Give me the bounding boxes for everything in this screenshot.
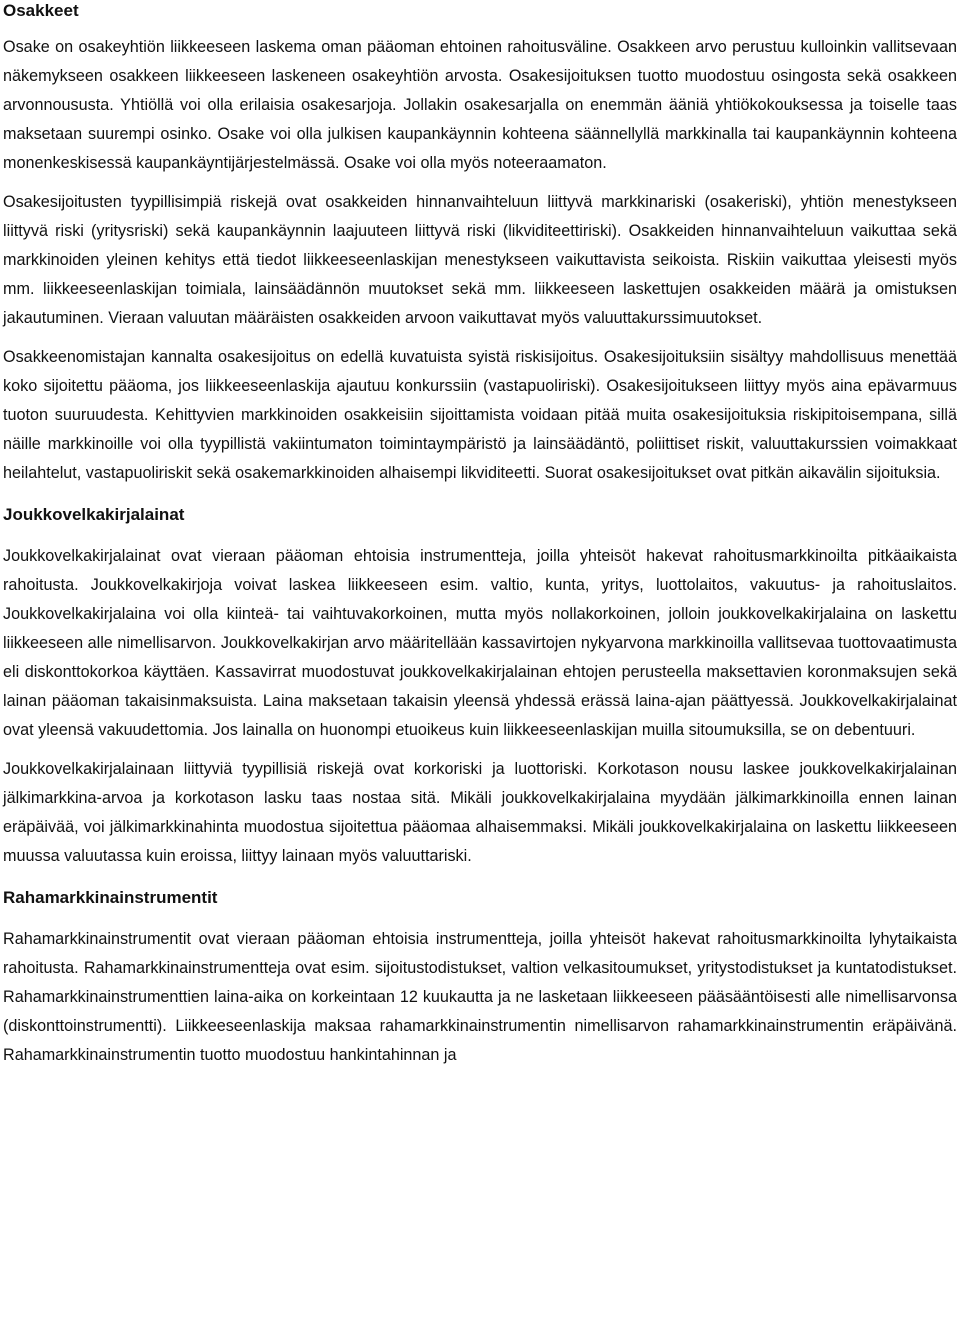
document-page (3, 0, 957, 1070)
heading-osakkeet: Osakkeet (3, 1, 79, 20)
paragraph-joukkovelkakirjalainat-1: Joukkovelkakirjalainat ovat vieraan pääoman ehtoisia instrumentteja, joilla yhteisöt hakevat rahoitusmarkkinoilta pitkäaikaista rahoitusta. Joukkovelkakirjoja voivat laskea liikkeeseen esim. valtio, kunta, yritys, luottolaitos, vakuutus- ja rahoituslaitos. Joukkovelkakirjalaina voi olla kiinteä- tai vaihtuvakorkoinen, mutta myös nollakorkoinen, jolloin joukkovelkakirjalaina on laskettu liikkeeseen alle nimellisarvon. Joukkovelkakirjan arvo määritellään kassavirtojen nykyarvona markkinoilla vallitsevaa tuottovaatimusta eli diskonttokorkoa käyttäen. Kassavirrat muodostuvat joukkovelkakirjalainan ehtojen perusteella maksettavien koronmaksujen sekä lainan pääoman takaisinmaksuista. Laina maksetaan takaisin yleensä yhdessä erässä laina-ajan päättyessä. Joukkovelkakirjalainat ovat yleensä vakuudettomia. Jos lainalla on huonompi etuoikeus kuin liikkeeseenlaskijan muilla sitoumuksilla, se on debentuuri. (3, 547, 957, 739)
paragraph-osakkeet-3: Osakkeenomistajan kannalta osakesijoitus on edellä kuvatuista syistä riskisijoitus. Osakesijoituksiin sisältyy mahdollisuus menettää koko sijoitettu pääoma, jos liikkeeseenlaskija ajautuu konkurssiin (vastapuoliriski). Osakesijoitukseen liittyy myös aina epävarmuus tuoton suuruudesta. Kehittyvien markkinoiden osakkeisiin sijoittamista voidaan pitää muita osakesijoituksia riskipitoisempana, sillä näille markkinoille voi olla tyypillistä vakiintumaton toimintaympäristö ja lainsäädäntö, poliittiset riskit, valuuttakurssien voimakkaat heilahtelut, vastapuoliriskit sekä osakemarkkinoiden alhaisempi likviditeetti. Suorat osakesijoitukset ovat pitkän aikavälin sijoituksia. (3, 348, 957, 482)
heading-rahamarkkinainstrumentit: Rahamarkkinainstrumentit (3, 888, 218, 907)
paragraph-osakkeet-1: Osake on osakeyhtiön liikkeeseen laskema oman pääoman ehtoinen rahoitusväline. Osakkeen arvo perustuu kulloinkin vallitsevaan näkemykseen osakkeen liikkeeseen laskeneen osakeyhtiön arvosta. Osakesijoituksen tuotto muodostuu osingosta sekä osakkeen arvonnoususta. Yhtiöllä voi olla erilaisia osakesarjoja. Jollakin osakesarjalla on enemmän ääniä yhtiökokouksessa ja toiselle taas maksetaan suurempi osinko. Osake voi olla julkisen kaupankäynnin kohteena säännellyllä markkinalla tai kaupankäynnin kohteena monenkeskisessä kaupankäyntijärjestelmässä. Osake voi olla myös noteeraamaton. (3, 38, 957, 172)
paragraph-rahamarkkinainstrumentit-1: Rahamarkkinainstrumentit ovat vieraan pääoman ehtoisia instrumentteja, joilla yhteisöt hakevat rahoitusmarkkinoilta lyhytaikaista rahoitusta. Rahamarkkinainstrumentteja ovat esim. sijoitustodistukset, valtion velkasitoumukset, yritystodistukset ja kuntatodistukset. Rahamarkkinainstrumenttien laina-aika on korkeintaan 12 kuukautta ja ne lasketaan liikkeeseen pääsääntöisesti alle nimellisarvonsa (diskonttoinstrumentti). Liikkeeseenlaskija maksaa rahamarkkinainstrumentin nimellisarvon rahamarkkinainstrumentin eräpäivänä. Rahamarkkinainstrumentin tuotto muodostuu hankintahinnan ja (3, 930, 957, 1064)
paragraph-osakkeet-2: Osakesijoitusten tyypillisimpiä riskejä ovat osakkeiden hinnanvaihteluun liittyvä markkinariski (osakeriski), yhtiön menestykseen liittyvä riski (yritysriski) sekä kaupankäynnin laajuuteen liittyvä riski (likviditeettiriski). Osakkeiden hinnanvaihteluun vaikuttaa sekä markkinoiden yleinen kehitys että tiedot liikkeeseenlaskijan menestykseen vaikuttavista seikoista. Riskiin vaikuttaa yleisesti myös mm. liikkeeseenlaskijan toimiala, lainsäädännön muutokset sekä mm. liikkeeseen laskettujen osakkeiden määrä ja omistuksen jakautuminen. Vieraan valuutan määräisten osakkeiden arvoon vaikuttavat myös valuuttakurssimuutokset. (3, 193, 957, 327)
paragraph-joukkovelkakirjalainat-2: Joukkovelkakirjalainaan liittyviä tyypillisiä riskejä ovat korkoriski ja luottoriski. Korkotason nousu laskee joukkovelkakirjalainan jälkimarkkina-arvoa ja korkotason lasku taas nostaa sitä. Mikäli joukkovelkakirjalaina myydään jälkimarkkinoilla ennen lainan eräpäivää, voi jälkimarkkinahinta muodostua sijoitettua pääomaa alhaisemmaksi. Mikäli joukkovelkakirjalaina on laskettu liikkeeseen muussa valuutassa kuin eroissa, liittyy lainaan myös valuuttariski. (3, 760, 957, 865)
heading-joukkovelkakirjalainat: Joukkovelkakirjalainat (3, 505, 185, 524)
